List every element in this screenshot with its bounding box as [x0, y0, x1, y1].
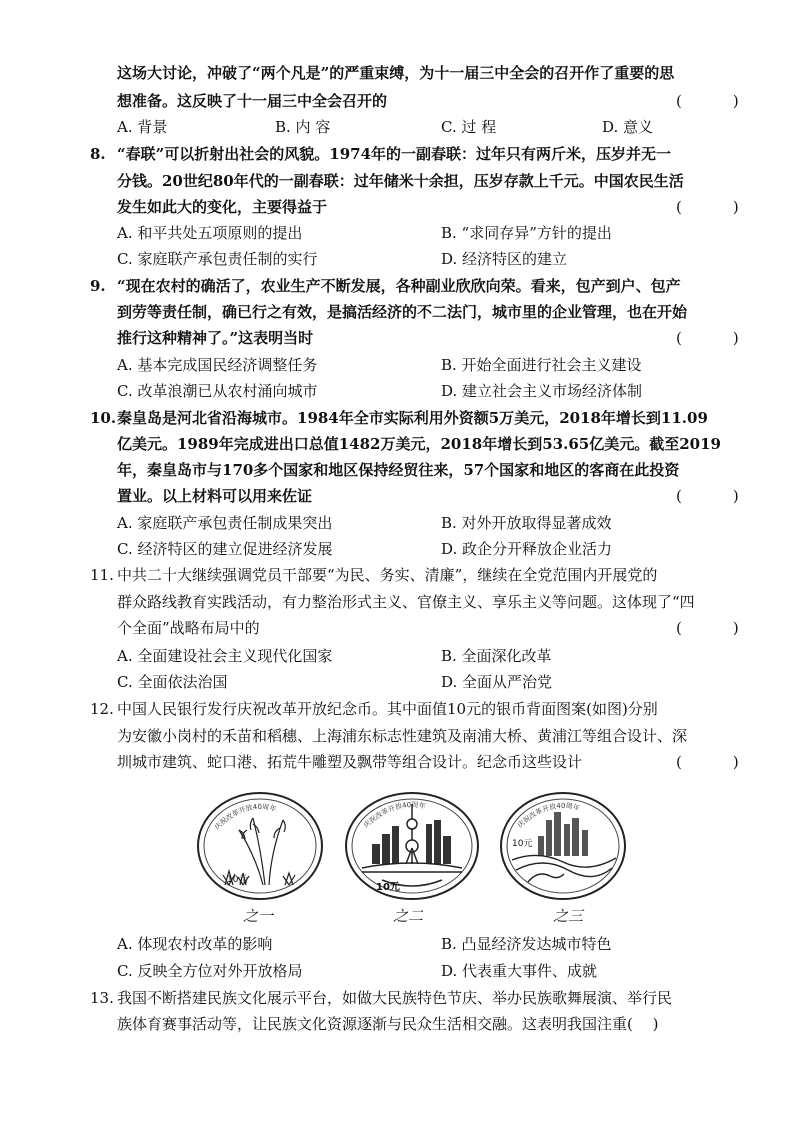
coin-2-caption: 之二 — [393, 907, 424, 925]
coin-1-caption: 之一 — [243, 907, 274, 925]
q10-line-3: 年，秦皇岛市与170多个国家和地区保持经贸往来，57个国家和地区的客商在此投资 — [117, 461, 680, 479]
q12-answer-paren[interactable]: ( ) — [676, 753, 757, 771]
q12-option-a[interactable]: A. 体现农村改革的影响 — [117, 935, 273, 953]
q11-answer-paren[interactable]: ( ) — [676, 619, 757, 637]
coin-shenzhen-image — [498, 790, 628, 902]
q11-option-c[interactable]: C. 全面依法治国 — [117, 673, 228, 691]
q10-line-1: 秦皇岛是河北省沿海城市。1984年全市实际利用外资额5万美元，2018年增长到11.09 — [117, 409, 708, 427]
q11-line-3: 个全面”战略布局中的 — [117, 619, 260, 637]
q8-option-a[interactable]: A. 和平共处五项原则的提出 — [117, 224, 303, 242]
coin-1-arc-text: 庆祝改革开放40周年 — [213, 802, 278, 832]
q12-option-b[interactable]: B. 凸显经济发达城市特色 — [441, 935, 612, 953]
coin-shanghai-image — [342, 790, 482, 902]
q11-option-d[interactable]: D. 全面从严治党 — [441, 673, 553, 691]
q12-line-1: 中国人民银行发行庆祝改革开放纪念币。其中面值10元的银币背面图案(如图)分别 — [117, 700, 658, 718]
q7-option-d[interactable]: D. 意义 — [602, 118, 654, 136]
q13-line-2: 族体育赛事活动等，让民族文化资源逐渐与民众生活相交融。这表明我国注重( ) — [117, 1015, 659, 1033]
q13-line-1: 我国不断搭建民族文化展示平台，如做大民族特色节庆、举办民族歌舞展演、举行民 — [117, 989, 673, 1007]
q8-option-b[interactable]: B. “求同存异”方针的提出 — [441, 224, 612, 242]
coin-3-arc-text: 庆祝改革开放40周年 — [516, 801, 581, 830]
q12-number: 12. — [90, 700, 114, 718]
q13-number: 13. — [90, 989, 114, 1007]
q8-line-3: 发生如此大的变化，主要得益于 — [117, 198, 328, 216]
q9-option-a[interactable]: A. 基本完成国民经济调整任务 — [117, 356, 318, 374]
q8-line-2: 分钱。20世纪80年代的一副春联：过年储米十余担，压岁存款上千元。中国农民生活 — [117, 172, 684, 190]
q11-option-b[interactable]: B. 全面深化改革 — [441, 647, 552, 665]
q7-line-1: 这场大讨论，冲破了“两个凡是”的严重束缚，为十一届三中全会的召开作了重要的思 — [117, 64, 675, 82]
q8-option-d[interactable]: D. 经济特区的建立 — [441, 250, 568, 268]
q8-option-c[interactable]: C. 家庭联产承包责任制的实行 — [117, 250, 318, 268]
coin-2-denomination: 10元 — [376, 882, 400, 893]
coin-3-caption: 之三 — [553, 907, 584, 925]
q10-line-4: 置业。以上材料可以用来佐证 — [117, 487, 313, 505]
q9-option-d[interactable]: D. 建立社会主义市场经济体制 — [441, 382, 643, 400]
q9-line-2: 到劳等责任制，确已行之有效，是搞活经济的不二法门，城市里的企业管理，也在开始 — [117, 303, 688, 321]
q11-line-1: 中共二十大继续强调党员干部要“为民、务实、清廉”，继续在全党范围内开展党的 — [117, 566, 658, 584]
coin-2-arc-text: 庆祝改革开放40周年 — [362, 800, 427, 830]
q7-line-2: 想准备。这反映了十一届三中全会召开的 — [117, 92, 388, 110]
q10-number: 10. — [90, 409, 117, 427]
q7-option-a[interactable]: A. 背景 — [117, 118, 168, 136]
q8-line-1: “春联”可以折射出社会的风貌。1974年的一副春联：过年只有两斤米，压岁并无一 — [117, 145, 672, 163]
q10-option-a[interactable]: A. 家庭联产承包责任制成果突出 — [117, 514, 333, 532]
coin-3-denomination: 10元 — [512, 839, 533, 849]
q10-option-b[interactable]: B. 对外开放取得显著成效 — [441, 514, 612, 532]
coin-rice-image — [195, 790, 325, 902]
q11-option-a[interactable]: A. 全面建设社会主义现代化国家 — [117, 647, 333, 665]
q9-line-3: 推行这种精神了。”这表明当时 — [117, 329, 314, 347]
q9-option-b[interactable]: B. 开始全面进行社会主义建设 — [441, 356, 642, 374]
q9-option-c[interactable]: C. 改革浪潮已从农村涌向城市 — [117, 382, 318, 400]
q10-line-2: 亿美元。1989年完成进出口总值1482万美元，2018年增长到53.65亿美元。截至2019 — [117, 435, 721, 453]
q12-line-2: 为安徽小岗村的禾苗和稻穗、上海浦东标志性建筑及南浦大桥、黄浦江等组合设计、深 — [117, 727, 688, 745]
coin-1-denomination: 10元 — [227, 875, 248, 885]
q10-option-c[interactable]: C. 经济特区的建立促进经济发展 — [117, 540, 333, 558]
q11-line-2: 群众路线教育实践活动，有力整治形式主义、官僚主义、享乐主义等问题。这体现了“四 — [117, 593, 695, 611]
q9-number: 9. — [90, 277, 106, 295]
q9-answer-paren[interactable]: ( ) — [676, 329, 757, 347]
q10-option-d[interactable]: D. 政企分开释放企业活力 — [441, 540, 613, 558]
q9-line-1: “现在农村的确活了，农业生产不断发展，各种副业欣欣向荣。看来，包产到户、包产 — [117, 277, 681, 295]
q8-number: 8. — [90, 145, 106, 163]
q8-answer-paren[interactable]: ( ) — [676, 198, 757, 216]
q12-option-d[interactable]: D. 代表重大事件、成就 — [441, 962, 598, 980]
q10-answer-paren[interactable]: ( ) — [676, 487, 757, 505]
q12-option-c[interactable]: C. 反映全方位对外开放格局 — [117, 962, 303, 980]
q12-line-3: 圳城市建筑、蛇口港、拓荒牛雕塑及飘带等组合设计。纪念币这些设计 — [117, 753, 583, 771]
q7-answer-paren[interactable]: ( ) — [676, 92, 757, 110]
q7-option-b[interactable]: B. 内 容 — [275, 118, 331, 136]
q11-number: 11. — [90, 566, 114, 584]
q7-option-c[interactable]: C. 过 程 — [441, 118, 497, 136]
